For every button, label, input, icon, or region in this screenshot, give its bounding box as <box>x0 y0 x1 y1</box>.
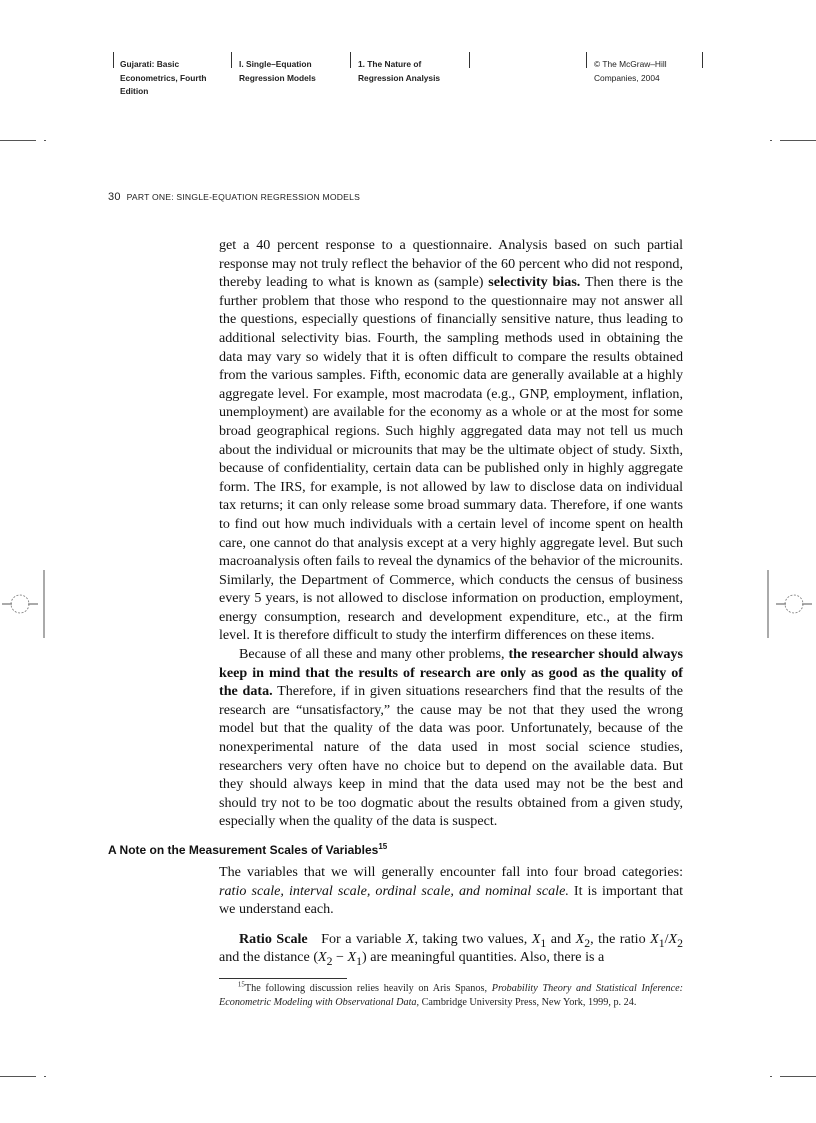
paragraph <box>219 645 683 831</box>
math-var: X <box>531 930 541 947</box>
math-operator: − <box>332 949 348 966</box>
text-run: , the ratio <box>590 930 651 947</box>
body-text <box>219 236 683 831</box>
header-divider <box>231 52 232 68</box>
italic-title: Probability Theory and Statistical Inference: Econometric Modeling with Observational Data, <box>219 983 684 1008</box>
bold-statement: the researcher should always keep in mind that the results of research are only as good as the quality of the data. <box>219 646 684 700</box>
text-run: get a 40 percent response to a questionnaire. Analysis based on such partial response may not truly reflect the behavior of the 60 percent who did not respond, thereby leading to what is known as (sample) <box>219 237 683 291</box>
math-var: X <box>405 930 415 947</box>
math-operator: / <box>664 930 669 947</box>
footnote <box>219 982 683 1009</box>
text-run: Cambridge University Press, New York, 1999, p. 24. <box>419 996 637 1008</box>
text-run: Because of all these and many other problems, <box>239 646 509 663</box>
math-subscript: 1 <box>540 936 547 950</box>
heading-text: A Note on the Measurement Scales of Variables <box>108 843 379 857</box>
crop-mark <box>44 1076 46 1077</box>
math-subscript: 1 <box>658 936 665 950</box>
header-divider <box>350 52 351 68</box>
header-divider <box>586 52 587 68</box>
math-subscript: 2 <box>326 955 333 969</box>
header-divider <box>113 52 114 68</box>
header-copyright: © The McGraw–Hill Companies, 2004 <box>594 59 667 83</box>
running-head <box>108 191 360 203</box>
header-divider <box>702 52 703 68</box>
paragraph <box>219 863 683 919</box>
header-divider <box>469 52 470 68</box>
registration-mark-left <box>0 570 50 640</box>
crop-mark <box>770 1076 772 1077</box>
math-subscript: 2 <box>584 936 591 950</box>
text-run: It is important that we understand each. <box>219 882 683 918</box>
page-header <box>113 52 703 102</box>
math-var: X <box>575 930 585 947</box>
math-var: X <box>347 949 357 966</box>
text-run: and the distance ( <box>219 949 319 966</box>
crop-mark <box>0 140 36 141</box>
text-run: For a variable <box>321 930 406 947</box>
text-run: and <box>546 930 576 947</box>
bold-term: selectivity bias. <box>488 274 581 291</box>
text-run: Therefore, if in given situations researchers find that the results of the research are “unsatisfactory,” the cause may be not that they used the wrong model but that the quality of the data was poor. Unfortunately, because of the nonexperimental nature of the data used in most social science studies, researchers very often have no choice but to depend on the available data. But they should always keep in mind that the data used may not be the best and should try not to be too dogmatic about the results obtained from a given study, especially when the quality of the data is suspect. <box>219 683 683 830</box>
italic-term: ratio scale, interval scale, ordinal scale, and nominal scale. <box>219 882 569 899</box>
text-run: , taking two values, <box>414 930 532 947</box>
header-book-title: Gujarati: Basic Econometrics, Fourth Edition <box>120 59 207 96</box>
page-number: 30 <box>108 191 121 203</box>
crop-mark <box>0 1076 36 1077</box>
crop-mark <box>780 1076 816 1077</box>
text-run: Then there is the further problem that those who respond to the questionnaire may not answer all the questions, especially questions of financially sensitive nature, thus leading to additional selectivity bias. Fourth, the sampling methods used in obtaining the data may vary so widely that it is often difficult to compare the results obtained from the various samples. Fifth, economic data are generally available at a highly aggregate level. For example, most macrodata (e.g., GNP, employment, inflation, unemployment) are available for the economy as a whole or at the most for some broad geographical regions. Such highly aggregated data may not tell us much about the individual or microunits that may be the ultimate object of study. Sixth, because of confidentiality, certain data can be published only in highly aggregate form. The IRS, for example, is not allowed by law to disclose data on individual tax returns; it can only release some broad summary data. Therefore, if one wants to find out how much individuals with a certain level of income spent on health care, one cannot do that analysis except at a very highly aggregate level. But such macroanalysis often fails to reveal the dynamics of the behavior of the microunits. Similarly, the Department of Commerce, which conducts the census of business every 5 years, is not allowed to disclose information on production, employment, energy consumption, research and development expenditure, etc., at the firm level. It is therefore difficult to study the interfirm differences on these items. <box>219 274 683 644</box>
math-var: X <box>318 949 327 966</box>
math-subscript: 1 <box>356 955 362 969</box>
footnote-mark: 15 <box>237 980 245 989</box>
text-run: ) are meaningful quantities. Also, there is a <box>361 949 605 966</box>
text-run: The following discussion relies heavily on Aris Spanos, <box>244 983 492 994</box>
header-part-title: I. Single–Equation Regression Models <box>239 59 316 83</box>
running-head-text: PART ONE: SINGLE-EQUATION REGRESSION MODELS <box>126 192 360 202</box>
body-text <box>219 863 683 967</box>
footnote-reference: 15 <box>378 842 388 851</box>
footnote-rule <box>219 978 347 979</box>
math-var: X <box>650 930 659 947</box>
run-in-heading: Ratio Scale <box>239 930 308 947</box>
math-subscript: 2 <box>677 936 684 950</box>
math-var: X <box>668 930 678 947</box>
registration-mark-right <box>766 570 816 640</box>
crop-mark <box>770 140 772 141</box>
crop-mark <box>44 140 46 141</box>
text-run: The variables that we will generally encounter fall into four broad categories: <box>219 864 683 880</box>
crop-mark <box>780 140 816 141</box>
paragraph <box>219 236 683 645</box>
header-chapter-title: 1. The Nature of Regression Analysis <box>358 59 441 83</box>
paragraph <box>219 930 683 967</box>
section-heading <box>108 843 387 857</box>
